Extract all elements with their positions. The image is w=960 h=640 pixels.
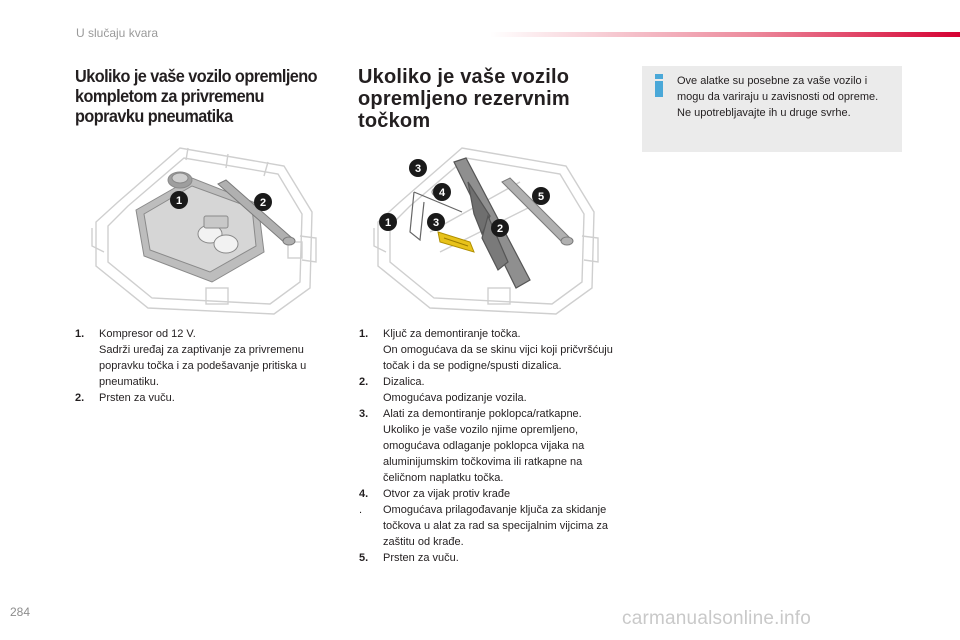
item-number: 2.	[75, 392, 85, 404]
page-number: 284	[10, 605, 31, 619]
info-icon	[654, 74, 664, 98]
info-text: Ove alatke su posebne za vaše vozilo i mogu da variraju u zavisnosti od opreme. Ne upotrebljavajte ih u druge svrhe.	[677, 75, 879, 119]
watermark: carmanualsonline.info	[622, 608, 812, 629]
list-item	[359, 326, 621, 374]
left-heading: Ukoliko je vaše vozilo opremljeno kompletom za privremenu popravku pneumatika	[75, 66, 318, 126]
list-item	[75, 390, 345, 406]
item-description: Omogućava podizanje vozila.	[383, 392, 527, 404]
callout-label: 3	[432, 217, 440, 229]
item-number: 1.	[359, 328, 369, 340]
item-number: 5.	[359, 552, 369, 564]
item-title: Kompresor od 12 V.	[99, 328, 196, 340]
callout-label: 5	[537, 191, 545, 203]
callout-label: 1	[175, 195, 183, 207]
item-number: 1.	[75, 328, 85, 340]
item-title: Alati za demontiranje poklopca/ratkapne.	[383, 408, 582, 420]
info-box	[642, 66, 902, 152]
item-description: Ukoliko je vaše vozilo njime opremljeno, omogućava odlaganje poklopca vijaka na aluminijumskim točkovima ili ratkapne na čeličnom naplatku točka.	[383, 424, 585, 484]
callout-label: 4	[438, 187, 446, 199]
list-item	[75, 326, 345, 390]
spare-wheel-list	[359, 326, 621, 566]
item-description: Omogućava prilagođavanje ključa za skidanje točkova u alat za rad sa specijalnim vijcima za zaštitu od krađe.	[383, 504, 608, 548]
list-item	[359, 486, 621, 502]
repair-kit-illustration	[88, 142, 320, 318]
callout-label: 2	[259, 197, 267, 209]
item-title: Dizalica.	[383, 376, 425, 388]
callout-label: 2	[496, 223, 504, 235]
item-number: 3.	[359, 408, 369, 420]
item-title: Prsten za vuču.	[383, 552, 459, 564]
item-description: Sadrži uređaj za zaptivanje za privremenu popravku točka i za podešavanje pritiska u pneumatiku.	[99, 344, 307, 388]
header-accent-bar	[490, 32, 960, 37]
item-title: Ključ za demontiranje točka.	[383, 328, 521, 340]
list-item	[359, 502, 621, 550]
item-description: On omogućava da se skinu vijci koji pričvršćuju točak i da se podigne/spusti dizalica.	[383, 344, 613, 372]
item-number: .	[359, 504, 363, 516]
item-number: 4.	[359, 488, 369, 500]
spare-wheel-tools-illustration	[370, 142, 602, 318]
middle-heading: Ukoliko je vaše vozilo opremljeno rezervnim točkom	[358, 66, 570, 132]
list-item	[359, 374, 621, 406]
callout-label: 1	[384, 217, 392, 229]
item-number: 2.	[359, 376, 369, 388]
item-title: Otvor za vijak protiv krađe	[383, 488, 511, 500]
list-item	[359, 550, 621, 566]
repair-kit-list	[75, 326, 345, 406]
section-title: U slučaju kvara	[76, 26, 159, 40]
list-item	[359, 406, 621, 486]
callout-label: 3	[414, 163, 422, 175]
item-title: Prsten za vuču.	[99, 392, 175, 404]
